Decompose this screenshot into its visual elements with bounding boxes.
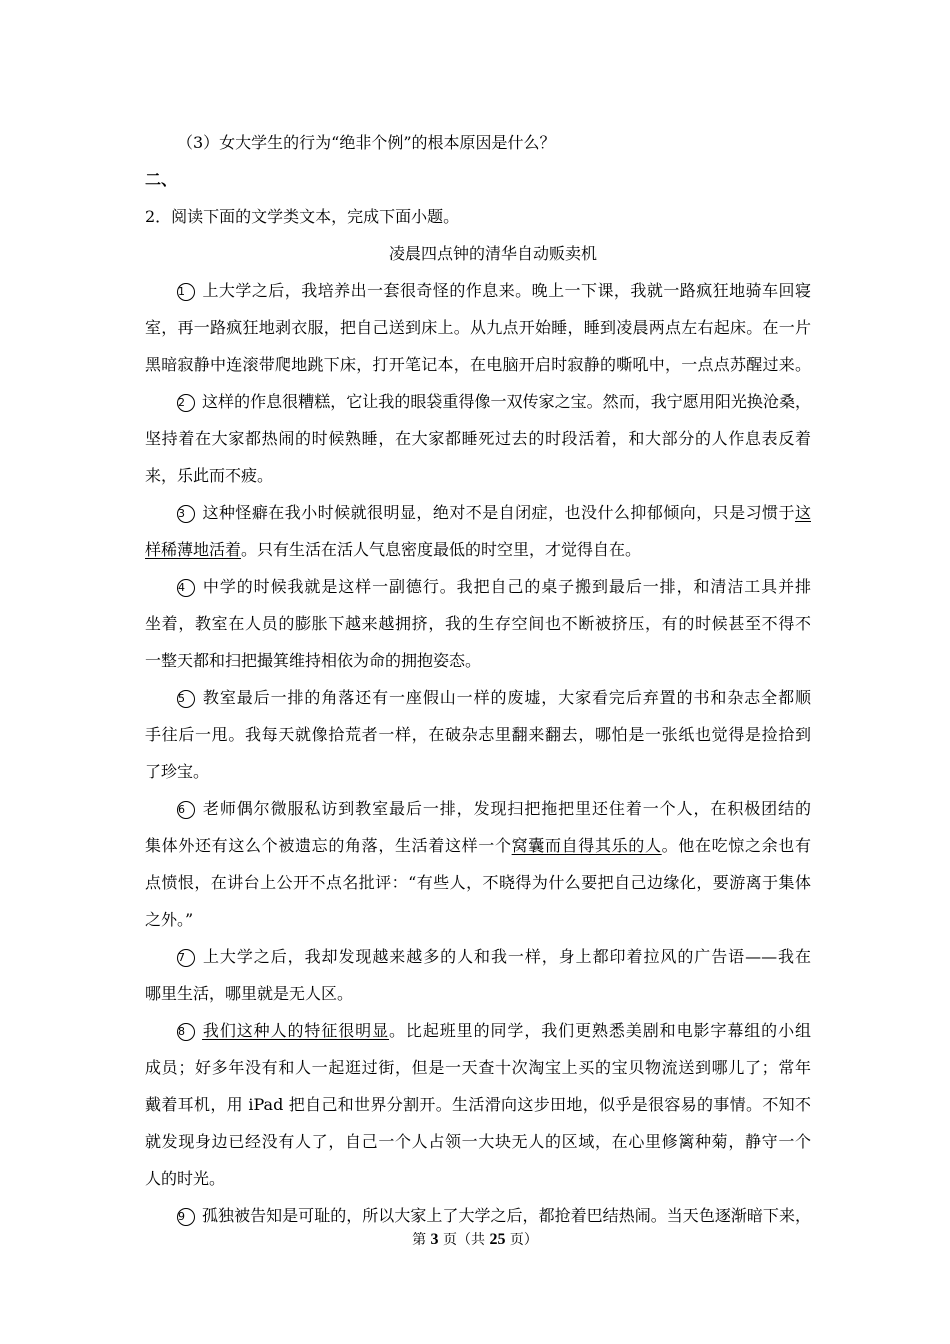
paragraph-line: 一整天都和扫把撮箕维持相依为命的拥抱姿态。: [145, 651, 482, 670]
paragraph-line: 坚持着在大家都热闹的时候熟睡，在大家都睡死过去的时段活着，和大部分的人作息表反着: [145, 429, 811, 448]
paragraph-number: 9: [177, 1208, 195, 1226]
paragraph-number: 8: [177, 1023, 195, 1041]
paragraph-line: 7 上大学之后，我却发现越来越多的人和我一样，身上都印着拉风的广告语——我在: [178, 947, 811, 966]
paragraph-line: 手往后一甩。我每天就像拾荒者一样，在破杂志里翻来翻去，哪怕是一张纸也觉得是捡拾到: [145, 725, 811, 744]
paragraph-number: 2: [177, 394, 195, 412]
underlined-phrase: 我们这种人的特征很明显: [202, 1021, 389, 1040]
total-page-count: 25: [489, 1231, 506, 1248]
paragraph-line: 室，再一路疯狂地剥衣服，把自己送到床上。从九点开始睡，睡到凌晨两点左右起床。在一片: [145, 318, 811, 337]
underlined-phrase: 窝囊而自得其乐的人: [511, 836, 662, 855]
document-body: [145, 124, 811, 1234]
paragraph-line: 哪里生活，哪里就是无人区。: [145, 984, 354, 1003]
paragraph-number: 4: [177, 579, 195, 597]
paragraph-line: 戴着耳机，用 iPad 把自己和世界分割开。生活滑向这步田地，似乎是很容易的事情。不知不: [145, 1095, 811, 1114]
paragraph-2: [145, 383, 811, 494]
paragraph-6: [145, 790, 811, 938]
paragraph-line: 2 这样的作息很糟糕，它让我的眼袋重得像一双传家之宝。然而，我宁愿用阳光换沧桑，: [178, 392, 811, 411]
paragraph-8: [145, 1012, 811, 1197]
paragraph-line: 1 上大学之后，我培养出一套很奇怪的作息来。晚上一下课，我就一路疯狂地骑车回寝: [178, 281, 811, 300]
paragraph-line: 就发现身边已经没有人了，自己一个人占领一大块无人的区域，在心里修篱种菊，静守一个: [145, 1132, 811, 1151]
paragraph-line: 5 教室最后一排的角落还有一座假山一样的废墟，大家看完后弃置的书和杂志全都顺: [178, 688, 811, 707]
paragraph-line: 人的时光。: [145, 1169, 226, 1188]
paragraph-line: 来，乐此而不疲。: [145, 466, 274, 485]
paragraph-number: 7: [177, 949, 195, 967]
paragraph-line: 样稀薄地活着。只有生活在活人气息密度最低的时空里，才觉得自在。: [145, 540, 642, 559]
paragraph-line: 3 这种怪癖在我小时候就很明显，绝对不是自闭症，也没什么抑郁倾向，只是习惯于这: [178, 503, 811, 522]
article-title: 凌晨四点钟的清华自动贩卖机: [388, 244, 597, 263]
paragraph-line: 成员；好多年没有和人一起逛过街，但是一天查十次淘宝上买的宝贝物流送到哪儿了；常年: [145, 1058, 811, 1077]
paragraph-line: 4 中学的时候我就是这样一副德行。我把自己的桌子搬到最后一排，和清洁工具并排: [178, 577, 811, 596]
footer-prefix: 第: [412, 1232, 427, 1248]
paragraph-line: 9 孤独被告知是可耻的，所以大家上了大学之后，都抢着巴结热闹。当天色逐渐暗下来，: [178, 1206, 811, 1225]
page-footer: [0, 1228, 950, 1252]
paragraph-line: 坐着，教室在人员的膨胀下越来越拥挤，我的生存空间也不断被挤压，有的时候甚至不得不: [145, 614, 811, 633]
paragraph-line: 了珍宝。: [145, 762, 210, 781]
paragraph-number: 6: [177, 801, 195, 819]
section-heading: 二、: [145, 170, 178, 189]
paragraph-line: 黑暗寂静中连滚带爬地跳下床，打开笔记本，在电脑开启时寂静的嘶吼中，一点点苏醒过来。: [145, 355, 811, 374]
task-instruction: 2．阅读下面的文学类文本，完成下面小题。: [145, 207, 460, 226]
footer-middle: 页（共: [443, 1232, 485, 1248]
paragraph-5: [145, 679, 811, 790]
paragraph-line: 点愤恨，在讲台上公开不点名批评：“有些人，不晓得为什么要把自己边缘化，要游离于集体: [145, 873, 811, 892]
current-page-number: 3: [430, 1231, 439, 1248]
underlined-phrase: 这: [794, 503, 811, 522]
paragraph-4: [145, 568, 811, 679]
paragraph-7: [145, 938, 811, 1012]
paragraph-1: [145, 272, 811, 383]
footer-suffix: 页）: [509, 1232, 538, 1248]
paragraph-number: 1: [177, 283, 195, 301]
paragraph-line: 6 老师偶尔微服私访到教室最后一排，发现扫把拖把里还住着一个人，在积极团结的: [178, 799, 811, 818]
paragraph-3: [145, 494, 811, 568]
question-3: （3）女大学生的行为“绝非个例”的根本原因是什么？: [177, 133, 556, 152]
paragraph-number: 3: [177, 505, 195, 523]
paragraph-line: 之外。”: [145, 910, 194, 929]
paragraph-line: 集体外还有这么个被遗忘的角落，生活着这样一个窝囊而自得其乐的人。他在吃惊之余也有: [145, 836, 811, 855]
underlined-phrase: 样稀薄地活着: [145, 540, 242, 559]
paragraph-number: 5: [177, 690, 195, 708]
paragraph-line: 8 我们这种人的特征很明显。比起班里的同学，我们更熟悉美剧和电影字幕组的小组: [178, 1021, 811, 1040]
